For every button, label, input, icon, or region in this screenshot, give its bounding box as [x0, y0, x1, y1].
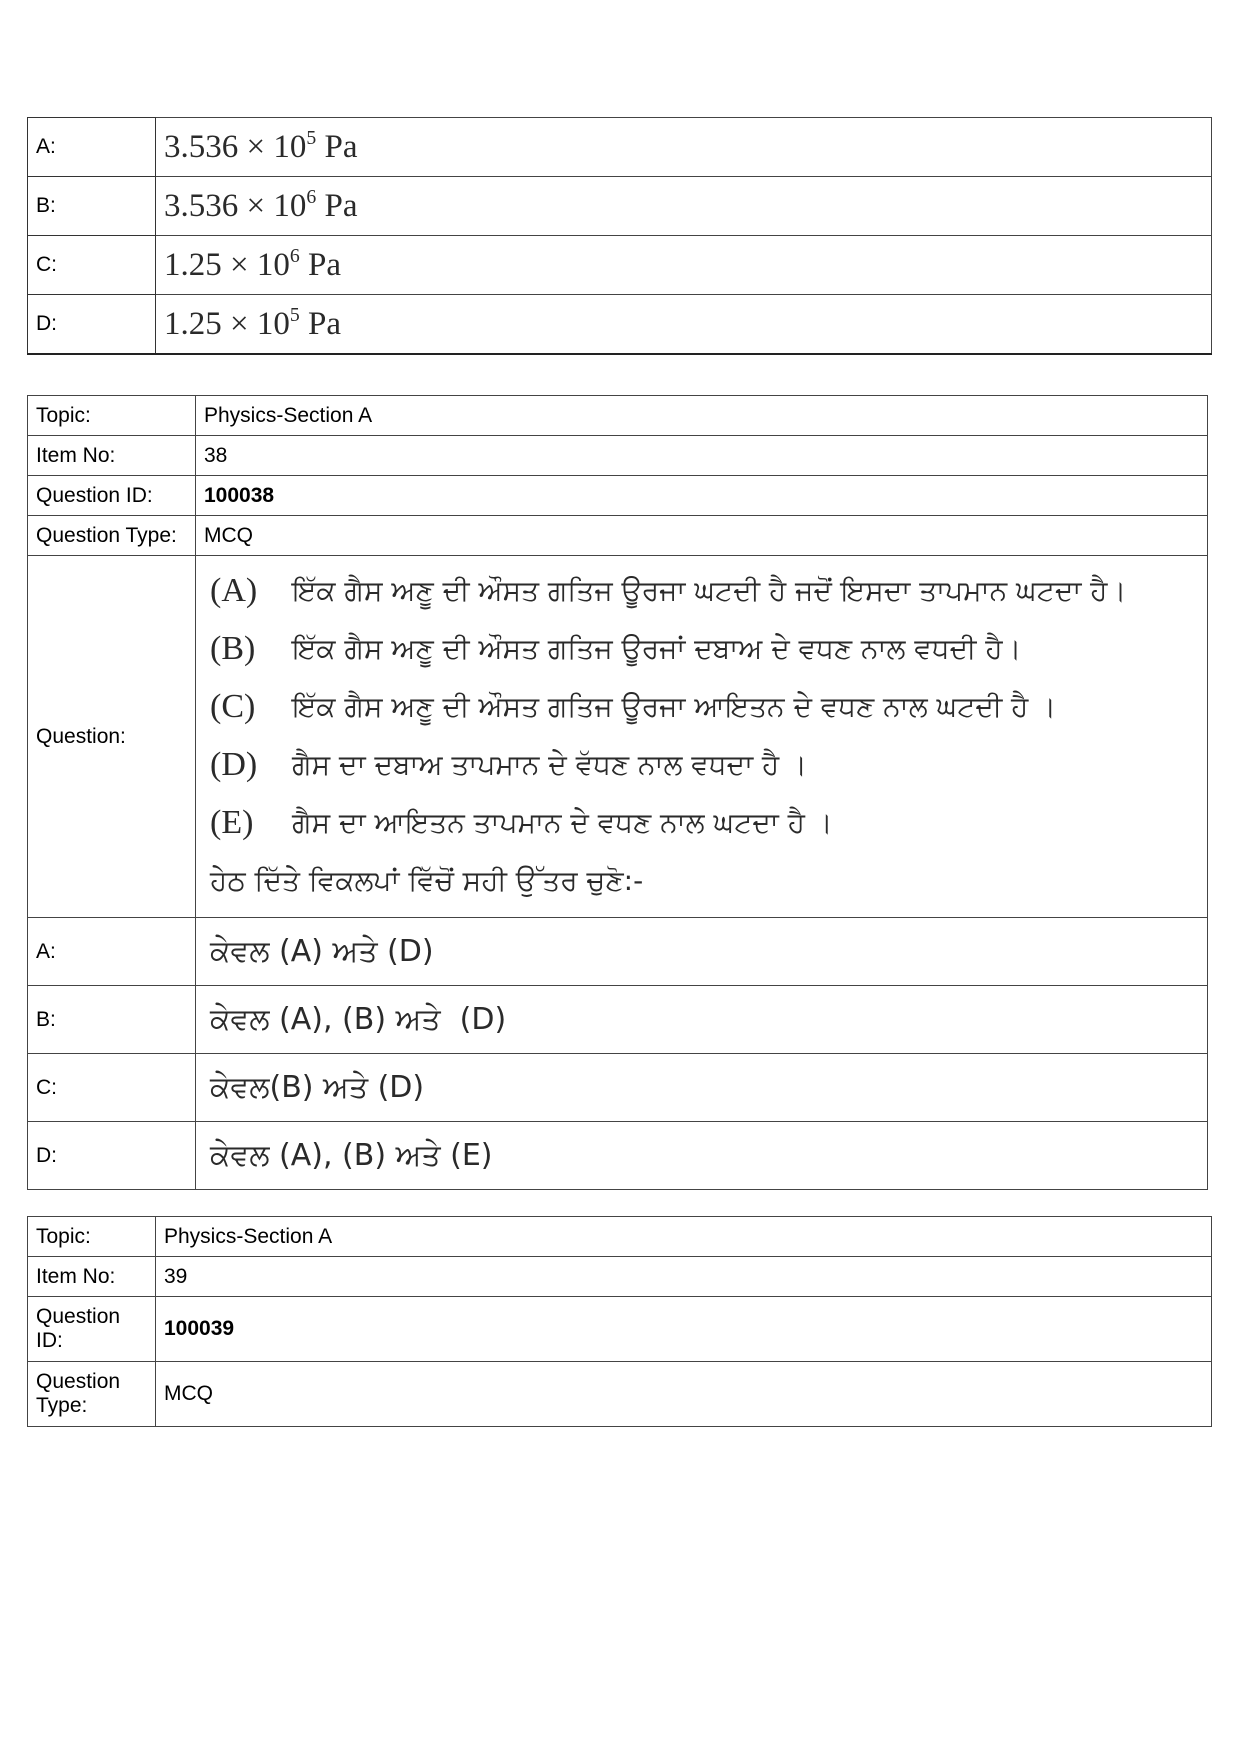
option-label: C:: [28, 236, 156, 295]
option-value: $3.536 \times 10^5$ Pa: [156, 118, 1212, 177]
question-38-table: [27, 395, 1208, 1190]
option-text: ਕੇਵਲ (A), (B) ਅਤੇ (D): [196, 986, 1208, 1054]
question-type-label: Question Type:: [28, 516, 196, 556]
question-type-row: [28, 1362, 1212, 1427]
item-row: [28, 436, 1208, 476]
option-label: C:: [28, 1054, 196, 1122]
statement: [210, 678, 1199, 736]
item-label: Item No:: [28, 1257, 156, 1297]
topic-value: Physics-Section A: [156, 1217, 1212, 1257]
previous-options-table: [27, 117, 1212, 355]
option-row: [28, 118, 1212, 177]
statement-tag: (C): [210, 688, 256, 725]
topic-label: Topic:: [28, 396, 196, 436]
option-text: ਕੇਵਲ (A) ਅਤੇ (D): [196, 918, 1208, 986]
option-text: ਕੇਵਲ (A), (B) ਅਤੇ (E): [196, 1122, 1208, 1190]
option-row: [28, 295, 1212, 355]
statement: [210, 562, 1199, 620]
option-row: [28, 236, 1212, 295]
question-39-table: [27, 1216, 1212, 1427]
option-row: [28, 177, 1212, 236]
topic-row: [28, 396, 1208, 436]
option-text: ਕੇਵਲ(B) ਅਤੇ (D): [196, 1054, 1208, 1122]
statement-text: ਇੱਕ ਗੈਸ ਅਣੂ ਦੀ ਔਸਤ ਗਤਿਜ ਊਰਜਾ ਆਇਤਨ ਦੇ ਵਧਣ ਨਾਲ ਘਟਦੀ ਹੈ ।: [292, 690, 1057, 723]
question-type-value: MCQ: [156, 1362, 1212, 1427]
question-row: [28, 556, 1208, 918]
question-id-label: Question ID:: [28, 476, 196, 516]
topic-label: Topic:: [28, 1217, 156, 1257]
statement-text: ਗੈਸ ਦਾ ਦਬਾਅ ਤਾਪਮਾਨ ਦੇ ਵੱਧਣ ਨਾਲ ਵਧਦਾ ਹੈ ।: [292, 748, 807, 781]
topic-row: [28, 1217, 1212, 1257]
question-type-value: MCQ: [196, 516, 1208, 556]
statement: [210, 794, 1199, 852]
statement-text: ਗੈਸ ਦਾ ਆਇਤਨ ਤਾਪਮਾਨ ਦੇ ਵਧਣ ਨਾਲ ਘਟਦਾ ਹੈ ।: [292, 806, 833, 839]
option-row: [28, 1054, 1208, 1122]
option-value: $1.25 \times 10^6$ Pa: [156, 236, 1212, 295]
option-row: [28, 1122, 1208, 1190]
statement: [210, 736, 1199, 794]
option-row: [28, 918, 1208, 986]
statement-tag: (E): [210, 804, 254, 841]
question-id-value: 100039: [156, 1297, 1212, 1362]
option-label: A:: [28, 918, 196, 986]
item-value: 39: [156, 1257, 1212, 1297]
question-id-row: [28, 476, 1208, 516]
question-id-row: [28, 1297, 1212, 1362]
option-row: [28, 986, 1208, 1054]
question-type-row: [28, 516, 1208, 556]
item-row: [28, 1257, 1212, 1297]
statement-tag: (D): [210, 746, 258, 783]
option-label: D:: [28, 295, 156, 355]
statement-text: ਇੱਕ ਗੈਸ ਅਣੂ ਦੀ ਔਸਤ ਗਤਿਜ ਊਰਜਾਂ ਦਬਾਅ ਦੇ ਵਧਣ ਨਾਲ ਵਧਦੀ ਹੈ।: [292, 632, 1022, 665]
item-label: Item No:: [28, 436, 196, 476]
instruction: ਹੇਠ ਦਿੱਤੇ ਵਿਕਲਪਾਂ ਵਿੱਚੋਂ ਸਹੀ ਉੱਤਰ ਚੁਣੋ:-: [210, 864, 644, 897]
topic-value: Physics-Section A: [196, 396, 1208, 436]
statement-text: ਇੱਕ ਗੈਸ ਅਣੂ ਦੀ ਔਸਤ ਗਤਿਜ ਊਰਜਾ ਘਟਦੀ ਹੈ ਜਦੋਂ ਇਸਦਾ ਤਾਪਮਾਨ ਘਟਦਾ ਹੈ।: [292, 574, 1127, 607]
statement-tag: (B): [210, 630, 256, 667]
option-label: D:: [28, 1122, 196, 1190]
statement: [210, 620, 1199, 678]
question-label: Question:: [28, 556, 196, 918]
statement-tag: (A): [210, 572, 258, 609]
option-value: $3.536 \times 10^6$ Pa: [156, 177, 1212, 236]
item-value: 38: [196, 436, 1208, 476]
question-id-value: 100038: [196, 476, 1208, 516]
option-label: B:: [28, 986, 196, 1054]
option-label: B:: [28, 177, 156, 236]
question-id-label: Question ID:: [28, 1297, 156, 1362]
option-label: A:: [28, 118, 156, 177]
question-body: [196, 556, 1208, 918]
option-value: $1.25 \times 10^5$ Pa: [156, 295, 1212, 355]
question-type-label: Question Type:: [28, 1362, 156, 1427]
